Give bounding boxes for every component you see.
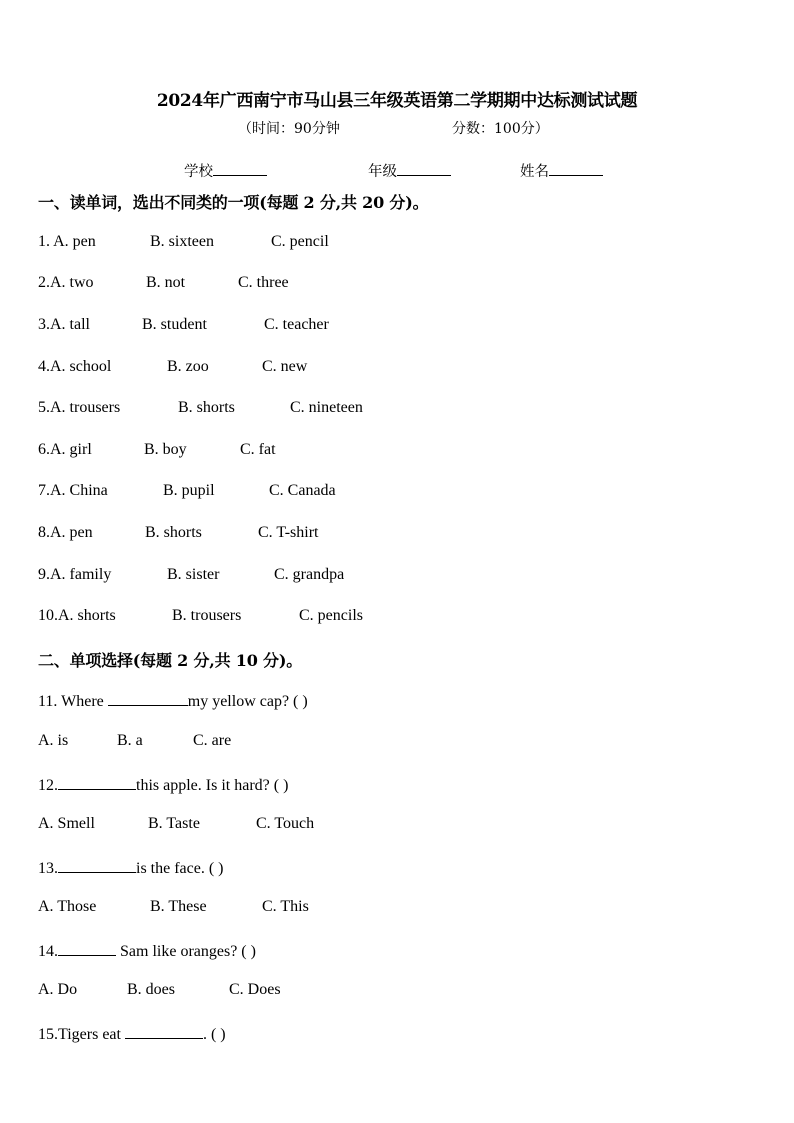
q10-option-a: 10.A. shorts — [38, 607, 116, 624]
q6-option-b: B. boy — [144, 441, 187, 458]
q14-option-b: B. does — [127, 981, 175, 998]
q14-option-a: A. Do — [38, 981, 78, 998]
grade-label: 年级 — [368, 164, 397, 180]
q12-text-post: this apple. Is it hard? ( ) — [136, 777, 289, 794]
q12-text-pre: 12. — [38, 777, 58, 794]
school-blank — [213, 161, 267, 176]
q6-option-c: C. fat — [240, 441, 276, 458]
q1-option-a: 1. A. pen — [38, 233, 96, 250]
question-14 — [38, 940, 256, 961]
q6-option-a: 6.A. girl — [38, 441, 92, 458]
q8-option-a: 8.A. pen — [38, 524, 93, 541]
q5-option-a: 5.A. trousers — [38, 399, 121, 416]
name-field — [520, 160, 603, 181]
q13-text-post: is the face. ( ) — [136, 860, 224, 877]
q4-option-a: 4.A. school — [38, 358, 112, 375]
q14-answer-blank — [58, 940, 116, 956]
name-label: 姓名 — [520, 164, 549, 180]
exam-time: （时间：90分钟 — [238, 121, 340, 137]
q15-text-pre: 15.Tigers eat — [38, 1026, 125, 1043]
q13-answer-blank — [58, 857, 136, 873]
question-11 — [38, 690, 308, 711]
q2-option-a: 2.A. two — [38, 274, 94, 291]
q2-option-c: C. three — [238, 274, 289, 291]
q13-option-c: C. This — [262, 898, 309, 915]
q9-option-b: B. sister — [167, 566, 220, 583]
q9-option-c: C. grandpa — [274, 566, 345, 583]
exam-title: 2024年广西南宁市马山县三年级英语第二学期期中达标测试试题 — [156, 91, 638, 111]
q8-option-b: B. shorts — [145, 524, 202, 541]
q7-option-c: C. Canada — [269, 482, 336, 499]
q4-option-c: C. new — [262, 358, 308, 375]
school-field — [184, 160, 267, 181]
q8-option-c: C. T-shirt — [258, 524, 319, 541]
q11-option-a: A. is — [38, 732, 69, 749]
q14-option-c: C. Does — [229, 981, 281, 998]
q13-text-pre: 13. — [38, 860, 58, 877]
q5-option-c: C. nineteen — [290, 399, 363, 416]
grade-field — [368, 160, 451, 181]
q11-text-post: my yellow cap? ( ) — [187, 693, 308, 710]
q7-option-a: 7.A. China — [38, 482, 108, 499]
q5-option-b: B. shorts — [178, 399, 235, 416]
name-blank — [549, 161, 603, 176]
q11-answer-blank — [108, 690, 188, 706]
grade-blank — [397, 161, 451, 176]
q2-option-b: B. not — [146, 274, 186, 291]
question-15 — [38, 1023, 226, 1044]
q15-text-post: . ( ) — [202, 1026, 226, 1043]
q4-option-b: B. zoo — [167, 358, 209, 375]
q13-option-b: B. These — [150, 898, 207, 915]
q3-option-a: 3.A. tall — [38, 316, 90, 333]
q9-option-a: 9.A. family — [38, 566, 112, 583]
exam-score: 分数：100分） — [452, 121, 549, 137]
q3-option-b: B. student — [142, 316, 207, 333]
q10-option-c: C. pencils — [299, 607, 363, 624]
q12-option-a: A. Smell — [38, 815, 95, 832]
q1-option-b: B. sixteen — [150, 233, 214, 250]
q14-text-post: Sam like oranges? ( ) — [116, 943, 256, 960]
q3-option-c: C. teacher — [264, 316, 329, 333]
q11-option-c: C. are — [193, 732, 232, 749]
q11-option-b: B. a — [117, 732, 143, 749]
section1-heading: 一、读单词，选出不同类的一项(每题 2 分,共 20 分)。 — [38, 193, 429, 212]
q13-option-a: A. Those — [38, 898, 97, 915]
q12-option-b: B. Taste — [148, 815, 200, 832]
q7-option-b: B. pupil — [163, 482, 215, 499]
q15-answer-blank — [125, 1023, 203, 1039]
q11-text-pre: 11. Where — [38, 693, 108, 710]
q14-text-pre: 14. — [38, 943, 58, 960]
school-label: 学校 — [184, 164, 213, 180]
q10-option-b: B. trousers — [172, 607, 242, 624]
question-13 — [38, 857, 224, 878]
q12-answer-blank — [58, 774, 136, 790]
question-12 — [38, 774, 288, 795]
q12-option-c: C. Touch — [256, 815, 315, 832]
q1-option-c: C. pencil — [271, 233, 329, 250]
section2-heading: 二、单项选择(每题 2 分,共 10 分)。 — [38, 651, 302, 670]
